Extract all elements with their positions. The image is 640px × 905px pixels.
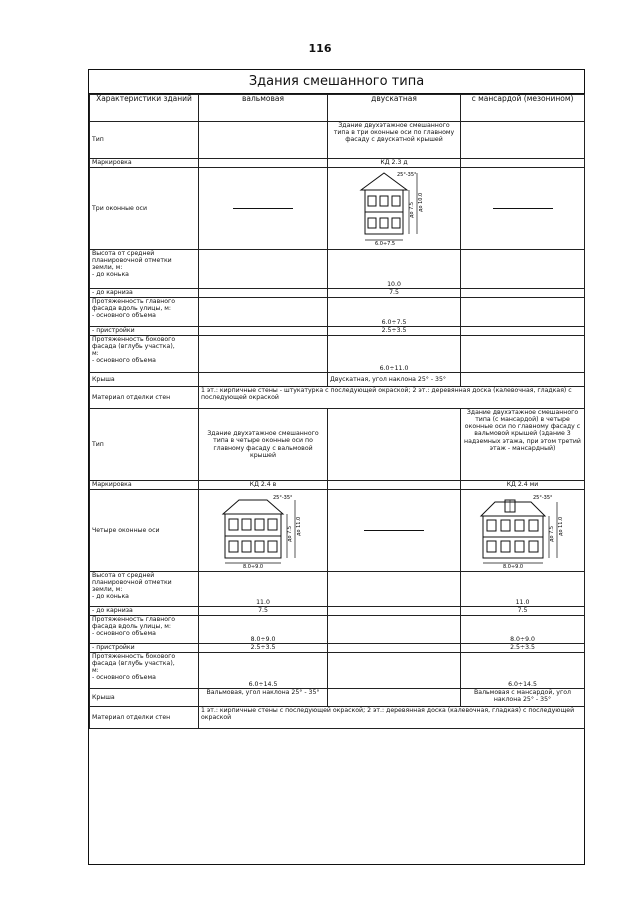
side-length-col1: 6.0÷14.5 <box>199 653 328 689</box>
type-col3: Здание двухэтажное смешанного типа (с мансардой) в четыре оконные оси по главному фасаду с вальмовой крышей (здание 3 надземных этажа, при этом третий этаж - мансардный) <box>461 409 585 481</box>
table-row <box>90 616 585 644</box>
eaves-col1: 7.5 <box>199 607 328 616</box>
wall-material-section2: 1 эт.: кирпичные стены с последующей окраской; 2 эт.: деревянная доска (калевочная, гладкая) с последующей окраской <box>199 707 585 729</box>
annex-col1: 2.5÷3.5 <box>199 644 328 653</box>
row-label-roof: Крыша <box>90 689 199 707</box>
roof-col2: Двускатная, угол наклона 25° - 35° <box>328 373 461 387</box>
table-row <box>90 250 585 289</box>
table-row <box>90 336 585 373</box>
table-row <box>90 653 585 689</box>
main-length-col1: 8.0÷9.0 <box>199 616 328 644</box>
annex-col3: 2.5÷3.5 <box>461 644 585 653</box>
drawing-angle-label: 25°-35° <box>397 172 417 179</box>
row-label-type: Тип <box>90 409 199 481</box>
row-label-marking: Маркировка <box>90 159 199 168</box>
ridge-col3: 11.0 <box>461 572 585 607</box>
eaves-col2: 7.5 <box>328 289 461 298</box>
header-col-gable: двускатная <box>328 95 461 122</box>
table-row <box>90 644 585 653</box>
drawing-height2-label: до 10.0 <box>418 193 424 213</box>
table-row <box>90 481 585 490</box>
row-label-annex: - пристройки <box>90 644 199 653</box>
hipped-house-drawing <box>215 490 311 568</box>
row-label-four-axes: Четыре оконные оси <box>90 490 199 572</box>
header-characteristics: Характеристики зданий <box>90 95 199 122</box>
ridge-col2: 10.0 <box>328 250 461 289</box>
row-label-side-length: Протяженность бокового фасада (вглубь участка), м: - основного объема <box>90 653 199 689</box>
drawing-height1-label: до 7.5 <box>287 526 293 543</box>
type-col2: Здание двухэтажное смешанного типа в три оконные оси по главному фасаду с двускатной крышей <box>328 122 461 159</box>
drawing-height2-label: до 11.0 <box>557 517 564 537</box>
table-row <box>90 707 585 729</box>
table-row <box>90 572 585 607</box>
page-title: Здания смешанного типа <box>89 70 584 94</box>
table-row <box>90 289 585 298</box>
table-row <box>90 159 585 168</box>
row-label-type: Тип <box>90 122 199 159</box>
row-label-main-length: Протяженность главного фасада вдоль улицы, м: - основного объема <box>90 616 199 644</box>
main-length-col3: 8.0÷9.0 <box>461 616 585 644</box>
side-length-col3: 6.0÷14.5 <box>461 653 585 689</box>
row-label-height: Высота от средней планировочной отметки земли, м: - до конька <box>90 572 199 607</box>
main-length-col2: 6.0÷7.5 <box>328 298 461 327</box>
row-label-roof: Крыша <box>90 373 199 387</box>
table-header-row <box>90 95 585 122</box>
eaves-col3: 7.5 <box>461 607 585 616</box>
table-row <box>90 607 585 616</box>
row-label-height: Высота от средней планировочной отметки земли, м: - до конька <box>90 250 199 289</box>
marking-col2: КД 2.3 д <box>328 159 461 168</box>
row-label-eaves: - до карниза <box>90 289 199 298</box>
header-col-hipped: вальмовая <box>199 95 328 122</box>
marking-col1: КД 2.4 в <box>199 481 328 490</box>
house-drawing-hipped <box>199 490 328 572</box>
buildings-table <box>89 94 585 729</box>
drawing-angle-label: 25°-35° <box>273 495 293 502</box>
table-row <box>90 373 585 387</box>
roof-col3: Вальмовая с мансардой, угол наклона 25° - 35° <box>461 689 585 707</box>
row-label-main-length: Протяженность главного фасада вдоль улицы, м: - основного объема <box>90 298 199 327</box>
header-col-mansard: с мансардой (мезонином) <box>461 95 585 122</box>
mansard-house-drawing <box>475 490 571 568</box>
side-length-col2: 6.0÷11.0 <box>328 336 461 373</box>
type-col1: Здание двухэтажное смешанного типа в четыре оконные оси по главному фасаду с вальмовой крышей <box>199 409 328 481</box>
row-label-marking: Маркировка <box>90 481 199 490</box>
house-drawing-gable <box>328 168 461 250</box>
table-row <box>90 490 585 572</box>
row-label-eaves: - до карниза <box>90 607 199 616</box>
roof-col1: Вальмовая, угол наклона 25° - 35° <box>199 689 328 707</box>
table-row <box>90 298 585 327</box>
house-drawing-mansard <box>461 490 585 572</box>
row-label-wall-material: Материал отделки стен <box>90 707 199 729</box>
gable-house-drawing <box>351 168 437 246</box>
drawing-height1-label: до 7.5 <box>409 202 415 219</box>
drawing-height1-label: до 7.5 <box>548 526 555 543</box>
row-label-annex: - пристройки <box>90 327 199 336</box>
table-row <box>90 689 585 707</box>
page-number: 116 <box>308 42 332 55</box>
drawing-width-label: 6.0÷7.5 <box>375 241 396 247</box>
table-row <box>90 409 585 481</box>
row-label-side-length: Протяженность бокового фасада (вглубь участка), м: - основного объема <box>90 336 199 373</box>
empty-dash-col2 <box>328 490 461 572</box>
drawing-angle-label: 25°-35° <box>532 495 553 502</box>
empty-dash-col3 <box>461 168 585 250</box>
table-row <box>90 122 585 159</box>
row-label-three-axes: Три оконные оси <box>90 168 199 250</box>
row-label-wall-material: Материал отделки стен <box>90 387 199 409</box>
ridge-col1: 11.0 <box>199 572 328 607</box>
marking-col3: КД 2.4 ми <box>461 481 585 490</box>
annex-col2: 2.5÷3.5 <box>328 327 461 336</box>
drawing-width-label: 8.0÷9.0 <box>243 564 264 569</box>
table-row <box>90 168 585 250</box>
wall-material-section1: 1 эт.: кирпичные стены - штукатурка с последующей окраской; 2 эт.: деревянная доска (калевочная, гладкая) с последующей окраской <box>199 387 585 409</box>
table-row <box>90 327 585 336</box>
drawing-height2-label: до 11.0 <box>296 517 302 537</box>
table-row <box>90 387 585 409</box>
drawing-width-label: 8.0÷9.0 <box>502 564 523 569</box>
empty-dash-col1 <box>199 168 328 250</box>
